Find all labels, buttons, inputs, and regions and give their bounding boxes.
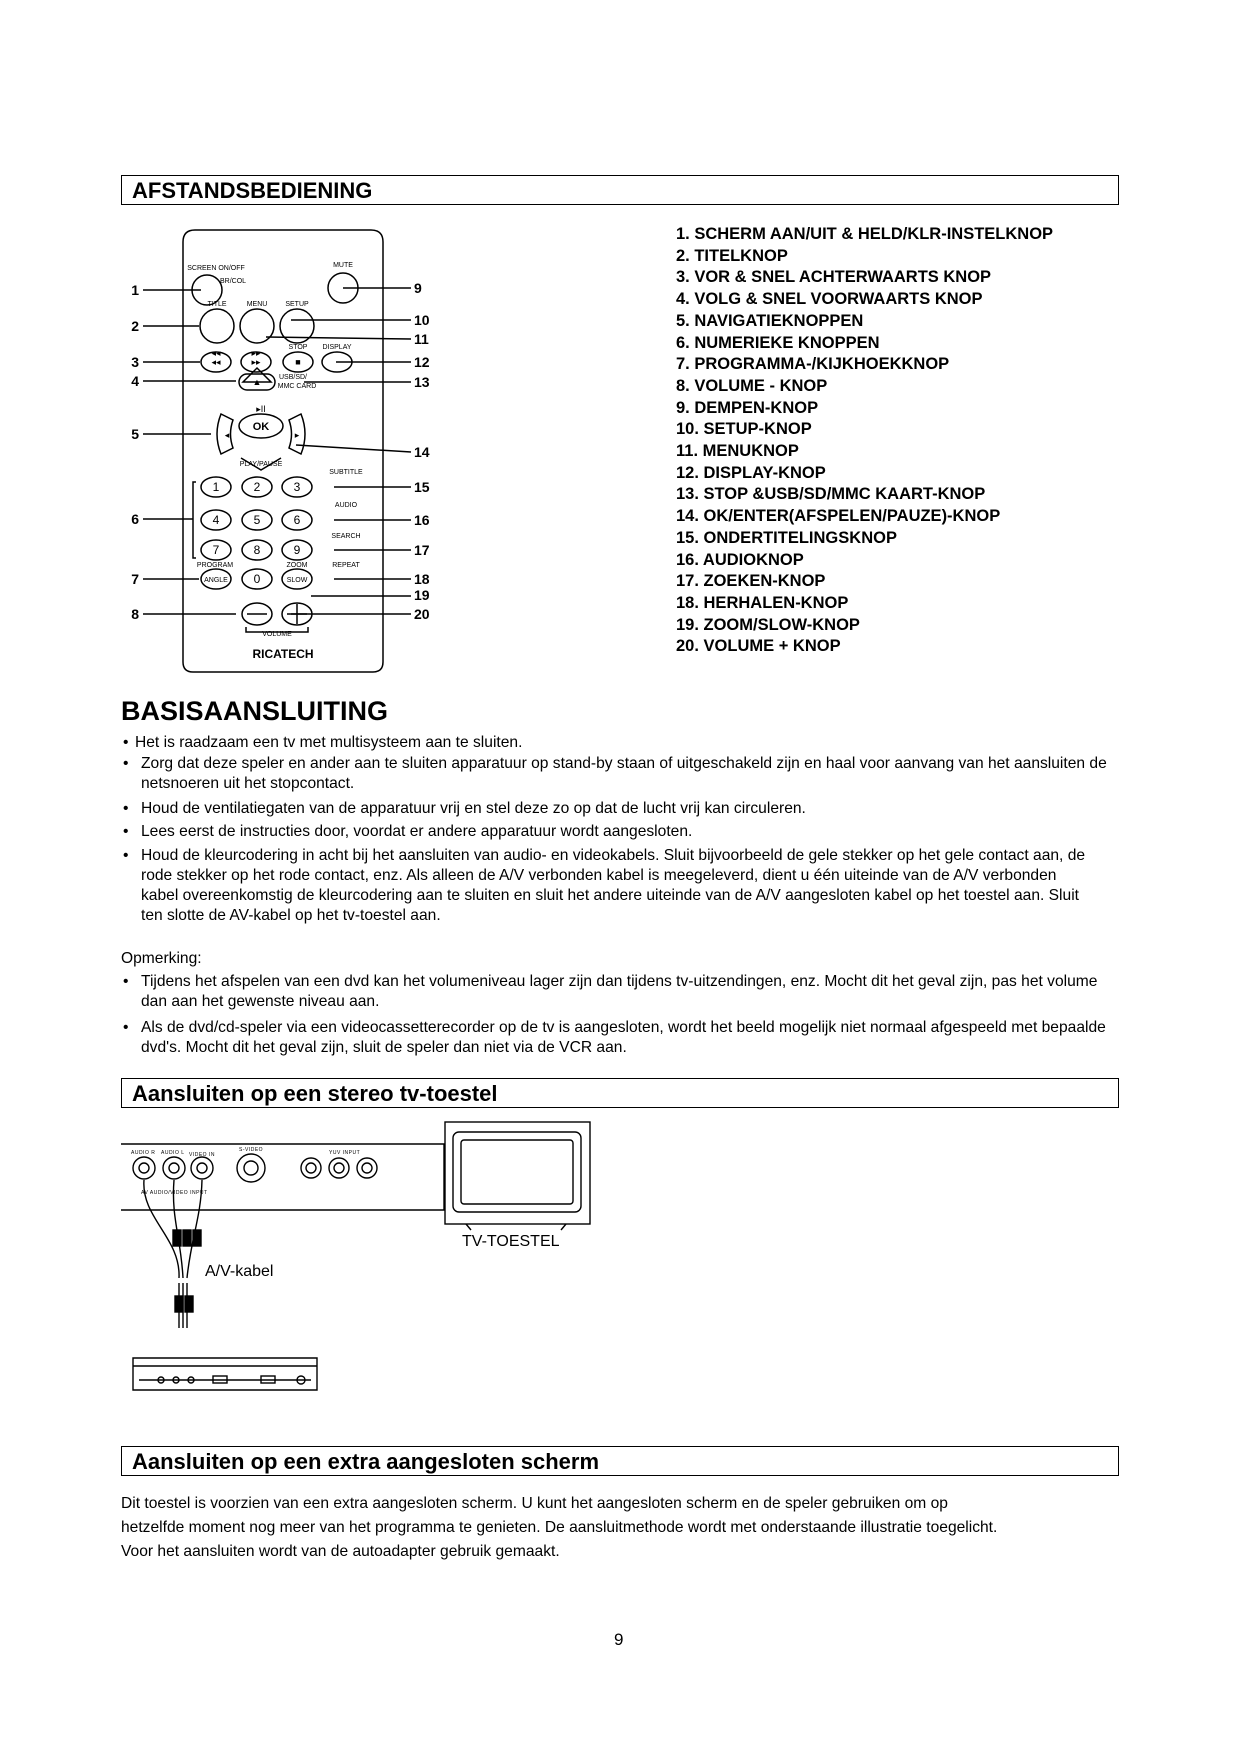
callout-18: 18 bbox=[414, 571, 430, 587]
remote-control-figure bbox=[121, 222, 456, 682]
stereo-connection-figure bbox=[121, 1118, 611, 1418]
tv-label: TV-TOESTEL bbox=[462, 1233, 560, 1250]
list-item: 14. OK/ENTER(AFSPELEN/PAUZE)-KNOP bbox=[676, 507, 1001, 526]
digit-4: 4 bbox=[212, 513, 220, 527]
section-header-stereo bbox=[121, 1078, 1119, 1108]
svg-text:◂: ◂ bbox=[224, 430, 230, 440]
list-item: 20. VOLUME + KNOP bbox=[676, 637, 841, 656]
list-item: 2. TITELKNOP bbox=[676, 246, 788, 265]
list-item: 15. ONDERTITELINGSKNOP bbox=[676, 528, 897, 547]
callout-4: 4 bbox=[131, 373, 139, 389]
ok-label: OK bbox=[252, 421, 270, 433]
basis-bullet-list bbox=[121, 733, 1126, 927]
callout-1: 1 bbox=[131, 282, 139, 298]
digit-0: 0 bbox=[253, 572, 261, 586]
digit-5: 5 bbox=[253, 513, 261, 527]
audio-l-label: AUDIO L bbox=[161, 1150, 185, 1156]
list-item: • Lees eerst de instructies door, voordat er andere apparatuur wordt aangesloten. bbox=[121, 822, 1126, 842]
search-label: SEARCH bbox=[331, 533, 361, 540]
digit-7: 7 bbox=[212, 543, 220, 557]
callout-9: 9 bbox=[414, 280, 422, 296]
callout-13: 13 bbox=[414, 374, 430, 390]
list-item: • Tijdens het afspelen van een dvd kan het volumeniveau lager zijn dan tijdens tv-uitzendingen, enz. Mocht dit het geval zijn, pas het volume dan aan het gewenste niveau aan. bbox=[121, 972, 1106, 1012]
repeat-label: REPEAT bbox=[332, 562, 360, 569]
av-input-label: AV AUDIO/VIDEO INPUT bbox=[141, 1190, 208, 1196]
svideo-label: S-VIDEO bbox=[239, 1147, 264, 1153]
callout-16: 16 bbox=[414, 512, 430, 528]
callout-6: 6 bbox=[131, 511, 139, 527]
list-item: 3. VOR & SNEL ACHTERWAARTS KNOP bbox=[676, 268, 992, 287]
list-item: 6. NUMERIEKE KNOPPEN bbox=[676, 333, 880, 352]
svg-text:▸II: ▸II bbox=[256, 404, 266, 414]
section-title: Aansluiten op een extra aangesloten scherm bbox=[132, 1449, 600, 1474]
display-label: DISPLAY bbox=[322, 344, 352, 351]
section-header-extra-screen bbox=[121, 1446, 1119, 1476]
callout-2: 2 bbox=[131, 318, 139, 334]
note-bullet-list bbox=[121, 972, 1121, 1059]
list-item: 9. DEMPEN-KNOP bbox=[676, 398, 819, 417]
list-item: 18. HERHALEN-KNOP bbox=[676, 593, 849, 612]
list-item: 12. DISPLAY-KNOP bbox=[676, 463, 826, 482]
note-label: Opmerking: bbox=[121, 950, 202, 967]
list-item: 10. SETUP-KNOP bbox=[676, 420, 812, 439]
subtitle-label: SUBTITLE bbox=[329, 469, 363, 476]
extra-screen-paragraph bbox=[121, 1492, 1121, 1564]
digit-9: 9 bbox=[293, 543, 301, 557]
callout-8: 8 bbox=[131, 606, 139, 622]
list-item: 19. ZOOM/SLOW-KNOP bbox=[676, 615, 860, 634]
screen-onoff-label: SCREEN ON/OFF bbox=[187, 265, 245, 272]
yuv-label: YUV INPUT bbox=[329, 1150, 361, 1156]
section-title: Aansluiten op een stereo tv-toestel bbox=[132, 1081, 498, 1106]
callout-20: 20 bbox=[414, 606, 430, 622]
callout-11: 11 bbox=[414, 331, 429, 347]
callout-14: 14 bbox=[414, 444, 430, 460]
remote-body-outline bbox=[183, 230, 383, 672]
svg-text:▸▸: ▸▸ bbox=[251, 357, 261, 367]
dvd-player-outline bbox=[133, 1358, 317, 1390]
paragraph-line: Dit toestel is voorzien van een extra aangesloten scherm. U kunt het aangesloten scherm en de speler gebruiken om op bbox=[121, 1495, 948, 1512]
cable-label: A/V-kabel bbox=[205, 1263, 274, 1280]
callout-17: 17 bbox=[414, 542, 430, 558]
angle-label: ANGLE bbox=[204, 577, 228, 584]
brand-label: RICATECH bbox=[252, 647, 314, 661]
list-item: 11. MENUKNOP bbox=[676, 442, 799, 461]
audio-r-label: AUDIO R bbox=[131, 1150, 156, 1156]
program-label: PROGRAM bbox=[196, 562, 234, 569]
callout-15: 15 bbox=[414, 479, 430, 495]
section-header-remote bbox=[121, 175, 1119, 205]
setup-label: SETUP bbox=[285, 301, 309, 308]
list-item: 8. VOLUME - KNOP bbox=[676, 376, 828, 395]
audio-label: AUDIO bbox=[334, 502, 358, 509]
paragraph-line: Voor het aansluiten wordt van de autoadapter gebruik gemaakt. bbox=[121, 1543, 560, 1560]
digit-8: 8 bbox=[253, 543, 261, 557]
callout-19: 19 bbox=[414, 587, 430, 603]
list-item: 17. ZOEKEN-KNOP bbox=[676, 572, 826, 591]
remote-key-list bbox=[676, 224, 1053, 658]
list-item: 5. NAVIGATIEKNOPPEN bbox=[676, 311, 864, 330]
svg-text:▸▸: ▸▸ bbox=[251, 348, 261, 358]
volume-label: VOLUME bbox=[262, 631, 292, 638]
page-number: 9 bbox=[614, 1630, 624, 1649]
list-item: • Als de dvd/cd-speler via een videocassetterecorder op de tv is aangesloten, wordt het beeld mogelijk niet normaal afgespeeld met bepaalde dvd's. Mocht dit het geval zijn, sluit de speler dan niet via de VCR aan. bbox=[121, 1018, 1121, 1058]
list-item: • Zorg dat deze speler en ander aan te sluiten apparatuur op stand-by staan of uitgeschakeld zijn en haal voor aanvang van het aansluiten de netsnoeren uit het stopcontact. bbox=[121, 754, 1126, 794]
list-item: • Houd de kleurcodering in acht bij het aansluiten van audio- en videokabels. Sluit bijvoorbeeld de gele stekker op het gele contact aan, de rode stekker op het rode contact, enz. Als alleen de A/V verbonden kabel is meegeleverd, dient u één uiteinde van de A/V verbonden kabel overeenkomstig de kleurcodering aan te sluiten en sluit het andere uiteinde van de A/V aangesloten kabel op het toestel aan. Sluit ten slotte de AV-kabel op het tv-toestel aan. bbox=[121, 846, 1086, 926]
svg-text:◂◂: ◂◂ bbox=[211, 348, 221, 358]
playpause-label: PLAY/PAUSE bbox=[239, 461, 283, 468]
list-item: • Houd de ventilatiegaten van de apparatuur vrij en stel deze zo op dat de lucht vrij kan circuleren. bbox=[121, 799, 1126, 819]
svg-text:■: ■ bbox=[295, 357, 301, 367]
digit-3: 3 bbox=[293, 480, 301, 494]
callout-7: 7 bbox=[131, 571, 139, 587]
section-title: AFSTANDSBEDIENING bbox=[132, 178, 373, 203]
zoom-label: ZOOM bbox=[286, 562, 308, 569]
mmc-label: MMC CARD bbox=[277, 383, 317, 390]
callout-3: 3 bbox=[131, 354, 139, 370]
video-in-label: VIDEO IN bbox=[189, 1152, 215, 1158]
mute-label: MUTE bbox=[333, 262, 353, 269]
list-item: 16. AUDIOKNOP bbox=[676, 550, 804, 569]
callout-10: 10 bbox=[414, 312, 430, 328]
paragraph-line: hetzelfde moment nog meer van het programma te genieten. De aansluitmethode wordt met onderstaande illustratie toegelicht. bbox=[121, 1519, 998, 1536]
callout-12: 12 bbox=[414, 354, 430, 370]
brcol-label: BR/COL bbox=[219, 278, 247, 285]
svg-text:▲: ▲ bbox=[252, 377, 262, 387]
slow-label: SLOW bbox=[286, 577, 308, 584]
stop-label: STOP bbox=[288, 344, 308, 351]
callout-5: 5 bbox=[131, 426, 139, 442]
basis-heading: BASISAANSLUITING bbox=[121, 696, 389, 726]
list-item: 1. SCHERM AAN/UIT & HELD/KLR-INSTELKNOP bbox=[676, 225, 1054, 243]
usb-label: USB/SD/ bbox=[278, 374, 308, 381]
digit-2: 2 bbox=[253, 480, 261, 494]
svg-text:▸: ▸ bbox=[294, 430, 300, 440]
title-label: TITLE bbox=[207, 301, 227, 308]
menu-label: MENU bbox=[246, 301, 268, 308]
list-item: 4. VOLG & SNEL VOORWAARTS KNOP bbox=[676, 290, 983, 309]
digit-1: 1 bbox=[212, 480, 220, 494]
list-item: 7. PROGRAMMA-/KIJKHOEKKNOP bbox=[676, 355, 950, 374]
list-item: 13. STOP &USB/SD/MMC KAART-KNOP bbox=[676, 485, 986, 504]
digit-6: 6 bbox=[293, 513, 301, 527]
list-item: • Het is raadzaam een tv met multisysteem aan te sluiten. bbox=[121, 733, 1126, 753]
svg-text:◂◂: ◂◂ bbox=[211, 357, 221, 367]
